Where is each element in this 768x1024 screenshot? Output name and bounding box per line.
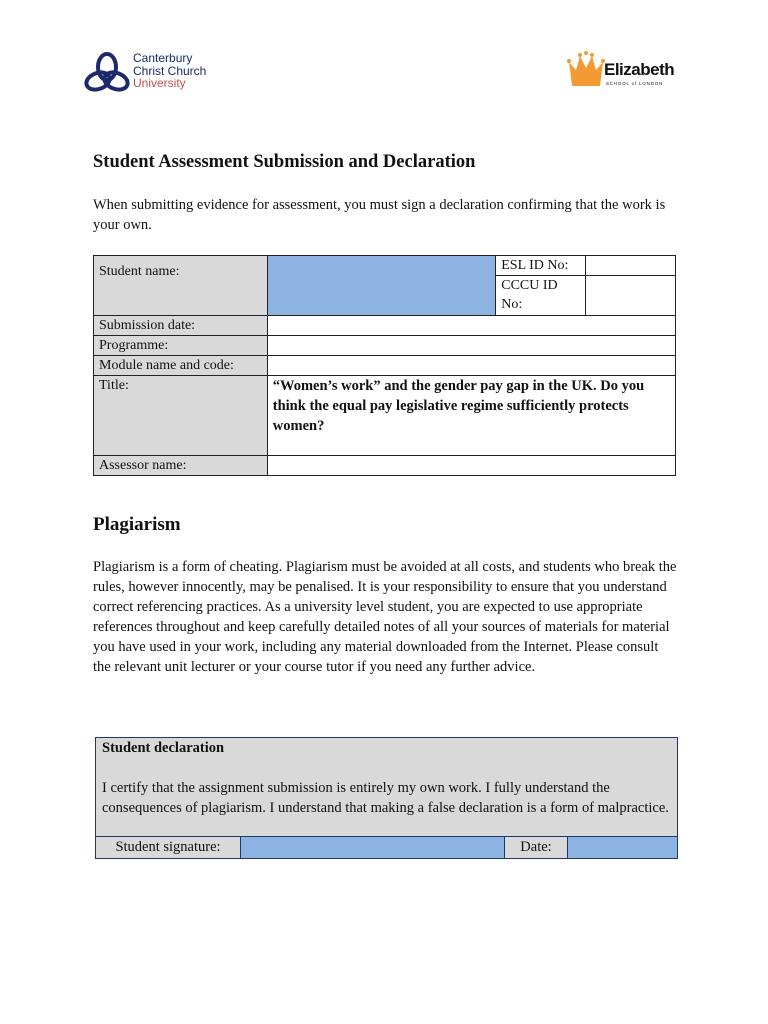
esl-tagline: SCHOOL of LONDON [606,81,664,86]
student-name-field[interactable] [267,256,495,316]
plagiarism-text: Plagiarism is a form of cheating. Plagiarism must be avoided at all costs, and students who break the rules, however innocently, may be penalised. It is your responsibility to ensure that you understand correct referencing practices. As a university level student, you are expected to use appropriate references throughout and keep carefully detailed notes of all your sources of materials for material you have used in your work, including any material downloaded from the Internet. Please consult the relevant unit lecturer or your course tutor if you need any further advice. [93,559,677,675]
cccu-logo [84,50,219,95]
student-name-label: Student name: [94,256,268,316]
esl-logo [565,48,675,92]
signature-field[interactable] [241,837,505,858]
assessor-label: Assessor name: [94,456,268,476]
module-label: Module name and code: [94,356,268,376]
cccu-id-label: CCCU ID No: [496,276,586,316]
programme-label: Programme: [94,336,268,356]
declaration-text: I certify that the assignment submission is entirely my own work. I fully understand the consequences of plagiarism. I understand that making a false declaration is a form of malpractice. [102,780,669,816]
page-title: Student Assessment Submission and Declaration [93,152,476,172]
cccu-line1: Canterbury [133,51,193,65]
submission-form-table [93,255,676,476]
assessor-field[interactable] [267,456,675,476]
intro-text: When submitting evidence for assessment, you must sign a declaration confirming that the work is your own. [93,197,666,233]
cccu-trefoil-icon [84,52,130,94]
declaration-heading: Student declaration [102,740,225,756]
cccu-line2: Christ Church [133,63,207,78]
title-field[interactable]: “Women’s work” and the gender pay gap in the UK. Do you think the equal pay legislative regime sufficiently protects women? [267,376,675,456]
plagiarism-heading: Plagiarism [93,514,181,535]
esl-id-label: ESL ID No: [496,256,586,276]
cccu-id-field[interactable] [586,276,676,316]
date-field[interactable] [568,837,677,858]
cccu-line3: University [133,76,186,90]
signature-row [96,836,677,858]
esl-name: Elizabeth [604,60,675,79]
submission-date-label: Submission date: [94,316,268,336]
declaration-box [95,737,678,859]
module-field[interactable] [267,356,675,376]
programme-field[interactable] [267,336,675,356]
esl-id-field[interactable] [586,256,676,276]
crown-icon [567,50,605,88]
signature-label: Student signature: [96,837,241,858]
date-label: Date: [505,837,568,858]
title-label: Title: [94,376,268,456]
submission-date-field[interactable] [267,316,675,336]
